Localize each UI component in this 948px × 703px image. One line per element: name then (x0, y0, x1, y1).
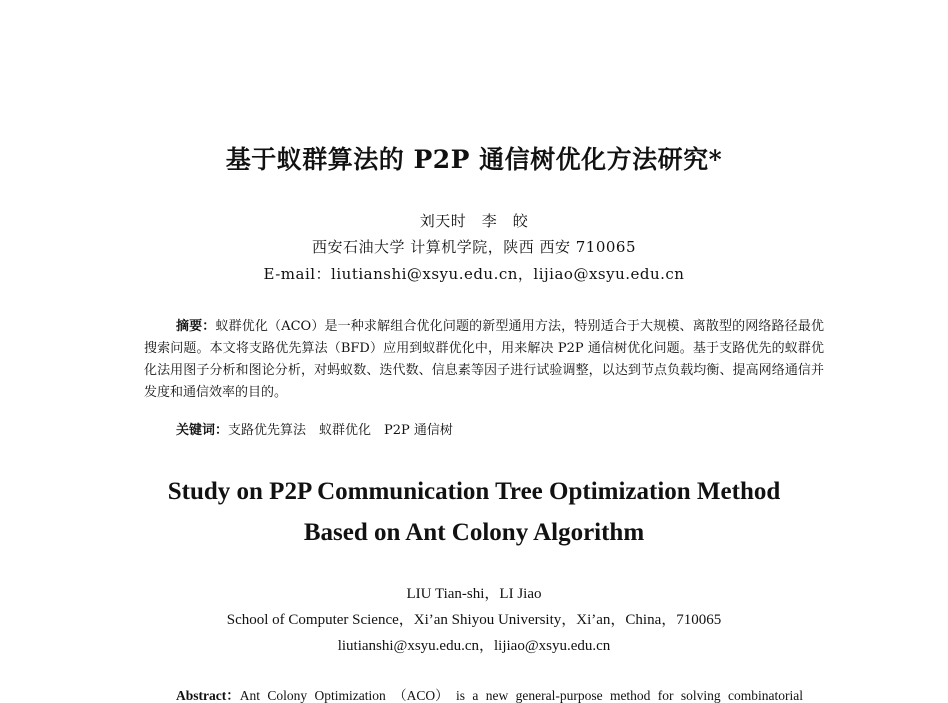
english-abstract-label: Abstract： (176, 688, 240, 703)
chinese-keywords (176, 419, 453, 438)
english-abstract (176, 686, 816, 703)
chinese-abstract (144, 316, 824, 404)
chinese-keywords-label: 关键词： (176, 423, 229, 438)
chinese-title: 基于蚁群算法的 P2P 通信树优化方法研究* (225, 145, 723, 174)
chinese-affiliation: 西安石油大学 计算机学院，陕西 西安 710065 (311, 238, 637, 256)
english-abstract-text: Ant Colony Optimization （ACO） is a new general-purpose method for solving combinatorial (239, 688, 804, 703)
english-authors: LIU Tian-shi，LI Jiao (406, 586, 542, 602)
chinese-abstract-label: 摘要： (176, 319, 216, 334)
english-email: liutianshi@xsyu.edu.cn，lijiao@xsyu.edu.cn (337, 638, 611, 654)
chinese-authors: 刘天时 李 皎 (419, 212, 529, 230)
chinese-abstract-text: 蚁群优化（ACO）是一种求解组合优化问题的新型通用方法，特别适合于大规模、离散型的网络路径最优搜索问题。本文将支路优先算法（BFD）应用到蚁群优化中，用来解决 P2P 通信树优化问题。基于支路优先的蚁群优化法用图子分析和图论分析，对蚂蚁数、迭代数、信息素等因子进行试验调整，以达到节点负载均衡、提高网络通信并发度和通信效率的目的。 (144, 319, 824, 400)
english-title-line-2: Based on Ant Colony Algorithm (303, 519, 645, 546)
english-title-line-1: Study on P2P Communication Tree Optimization Method (167, 478, 781, 505)
chinese-email: E-mail：liutianshi@xsyu.edu.cn，lijiao@xsyu.edu.cn (263, 265, 685, 283)
english-affiliation: School of Computer Science，Xi’an Shiyou University，Xi’an，China，710065 (226, 612, 722, 628)
chinese-keywords-text: 支路优先算法 蚁群优化 P2P 通信树 (228, 423, 453, 438)
